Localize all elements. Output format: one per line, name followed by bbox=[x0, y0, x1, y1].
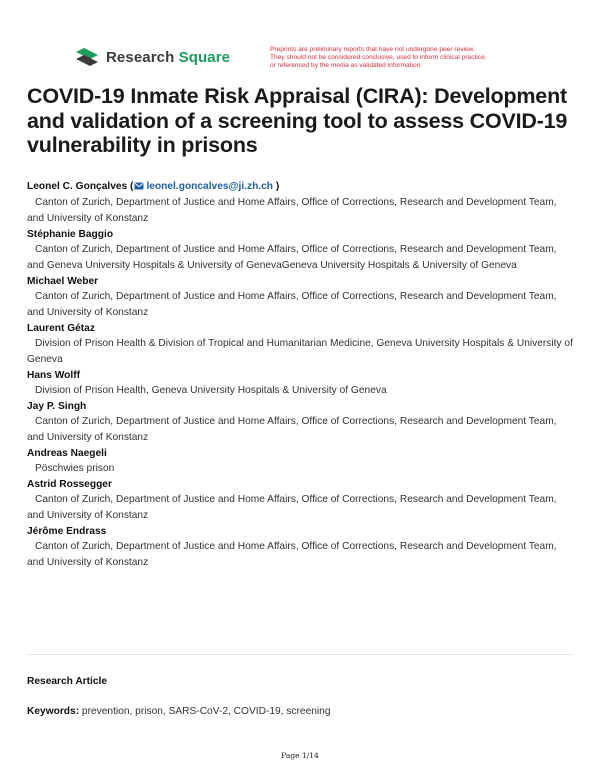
author-entry bbox=[27, 400, 575, 446]
author-affiliation: Canton of Zurich, Department of Justice and Home Affairs, Office of Corrections, Research and Development Team, and University of Konstanz bbox=[27, 197, 557, 224]
keywords-label: Keywords: bbox=[27, 706, 80, 717]
author-entry bbox=[27, 478, 575, 524]
author-affiliation: Division of Prison Health & Division of Tropical and Humanitarian Medicine, Geneva University Hospitals & University of Geneva bbox=[27, 338, 573, 365]
article-type: Research Article bbox=[27, 676, 108, 687]
author-affiliation: Canton of Zurich, Department of Justice and Home Affairs, Office of Corrections, Research and Development Team, and University of Konstanz bbox=[27, 416, 557, 443]
author-entry bbox=[27, 369, 575, 399]
paper-title: COVID-19 Inmate Risk Appraisal (CIRA): Development and validation of a screening tool to assess COVID-19 vulnerability in prisons bbox=[27, 84, 568, 157]
research-square-logo[interactable] bbox=[74, 46, 230, 68]
author-affiliation: Canton of Zurich, Department of Justice and Home Affairs, Office of Corrections, Research and Development Team, and University of Konstanz bbox=[27, 291, 557, 318]
author-name: Jay P. Singh bbox=[27, 401, 87, 412]
page-number: Page 1/14 bbox=[281, 751, 319, 760]
disclaimer-line: Preprints are preliminary reports that have not undergone peer review. bbox=[270, 46, 475, 53]
author-entry bbox=[27, 525, 575, 571]
brand-name-part2: Square bbox=[174, 48, 231, 66]
author-name: Hans Wolff bbox=[27, 370, 81, 381]
author-name: Jérôme Endrass bbox=[27, 526, 107, 537]
brand-name-part1: Research bbox=[106, 48, 175, 66]
author-affiliation: Canton of Zurich, Department of Justice and Home Affairs, Office of Corrections, Research and Development Team, and Geneva University Hospitals & University of GenevaGeneva University Hospitals & University of Geneva bbox=[27, 244, 557, 271]
author-name: Astrid Rossegger bbox=[27, 479, 112, 490]
section-divider bbox=[27, 654, 573, 655]
disclaimer-line: or referenced by the media as validated information. bbox=[270, 62, 423, 69]
author-entry bbox=[27, 275, 575, 321]
keywords bbox=[27, 706, 331, 717]
author-affiliation: Pöschwies prison bbox=[35, 463, 115, 474]
envelope-icon bbox=[134, 181, 144, 195]
keywords-list: prevention, prison, SARS-CoV-2, COVID-19, screening bbox=[79, 706, 331, 717]
preprint-disclaimer bbox=[270, 46, 570, 70]
author-affiliation: Canton of Zurich, Department of Justice and Home Affairs, Office of Corrections, Research and Development Team, and University of Konstanz bbox=[27, 494, 557, 521]
author-affiliation: Division of Prison Health, Geneva University Hospitals & University of Geneva bbox=[35, 385, 387, 396]
author-email-link[interactable]: leonel.goncalves@ji.zh.ch bbox=[146, 181, 274, 192]
author-entry bbox=[27, 322, 575, 368]
page-header bbox=[74, 46, 574, 76]
author-affiliation: Canton of Zurich, Department of Justice and Home Affairs, Office of Corrections, Research and Development Team, and University of Konstanz bbox=[27, 541, 557, 568]
author-entry bbox=[27, 447, 575, 477]
author-name: Stéphanie Baggio bbox=[27, 229, 114, 240]
author-entry bbox=[27, 180, 575, 227]
author-name: Michael Weber bbox=[27, 276, 99, 287]
author-name: Andreas Naegeli bbox=[27, 448, 107, 459]
author-list bbox=[27, 180, 575, 572]
author-name: Laurent Gétaz bbox=[27, 323, 95, 334]
research-square-logo-icon bbox=[74, 46, 100, 68]
author-name: Leonel C. Gonçalves ( leonel.goncalves@ji.zh.ch ) bbox=[27, 180, 575, 195]
brand-name bbox=[106, 49, 230, 66]
author-name-text: Leonel C. Gonçalves bbox=[27, 181, 128, 192]
author-entry bbox=[27, 228, 575, 274]
disclaimer-line: They should not be considered conclusive, used to inform clinical practice, bbox=[270, 54, 487, 61]
